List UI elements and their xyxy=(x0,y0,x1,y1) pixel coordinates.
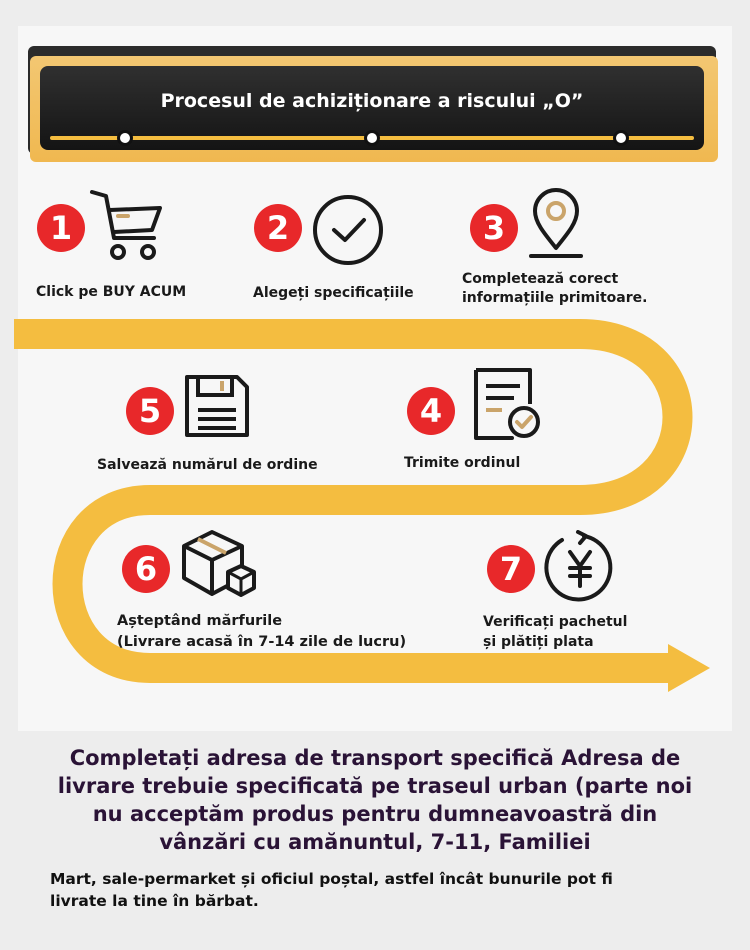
notice-line: livrare trebuie specificată pe traseul urban (parte noi xyxy=(57,774,693,798)
step-number-badge: 5 xyxy=(126,387,174,435)
page-title: Procesul de achiziționare a riscului „O” xyxy=(160,90,584,112)
boxes-icon xyxy=(178,526,258,602)
step-number-badge: 3 xyxy=(470,204,518,252)
location-pin-icon xyxy=(525,186,587,262)
yen-refresh-icon xyxy=(542,530,620,606)
step-number-badge: 2 xyxy=(254,204,302,252)
step-label: Click pe BUY ACUM xyxy=(36,284,187,300)
step-label-line1: Verificați pachetul xyxy=(483,614,628,630)
notice-line: Completați adresa de transport specifică Adresa de xyxy=(69,746,681,770)
notice-line: Mart, sale-permarket și oficiul poștal, astfel încât bunurile pot fi xyxy=(50,870,613,888)
step-label-line2: și plătiți plata xyxy=(483,634,594,650)
floppy-disk-icon xyxy=(182,372,252,440)
notice-line: livrate la tine în bărbat. xyxy=(50,892,259,910)
document-check-icon xyxy=(468,364,546,444)
arrow-head-icon xyxy=(668,644,710,692)
step-label-line2: informațiile primitoare. xyxy=(462,290,648,306)
check-circle-icon xyxy=(310,192,386,268)
step-label-line2: (Livrare acasă în 7-14 zile de lucru) xyxy=(117,634,407,650)
cart-icon xyxy=(88,186,168,266)
step-label: Alegeți specificațiile xyxy=(253,285,414,301)
step-label-line1: Așteptând mărfurile xyxy=(117,613,283,629)
step-label-line1: Completează corect xyxy=(462,271,619,287)
step-number-badge: 6 xyxy=(122,545,170,593)
step-number-badge: 7 xyxy=(487,545,535,593)
step-label: Salvează numărul de ordine xyxy=(97,457,318,473)
step-number-badge: 1 xyxy=(37,204,85,252)
notice-line: nu acceptăm produs pentru dumneavoastră din xyxy=(92,802,658,826)
notice-line: vânzări cu amănuntul, 7-11, Familiei xyxy=(159,830,591,854)
step-number-badge: 4 xyxy=(407,387,455,435)
step-label: Trimite ordinul xyxy=(404,455,521,471)
